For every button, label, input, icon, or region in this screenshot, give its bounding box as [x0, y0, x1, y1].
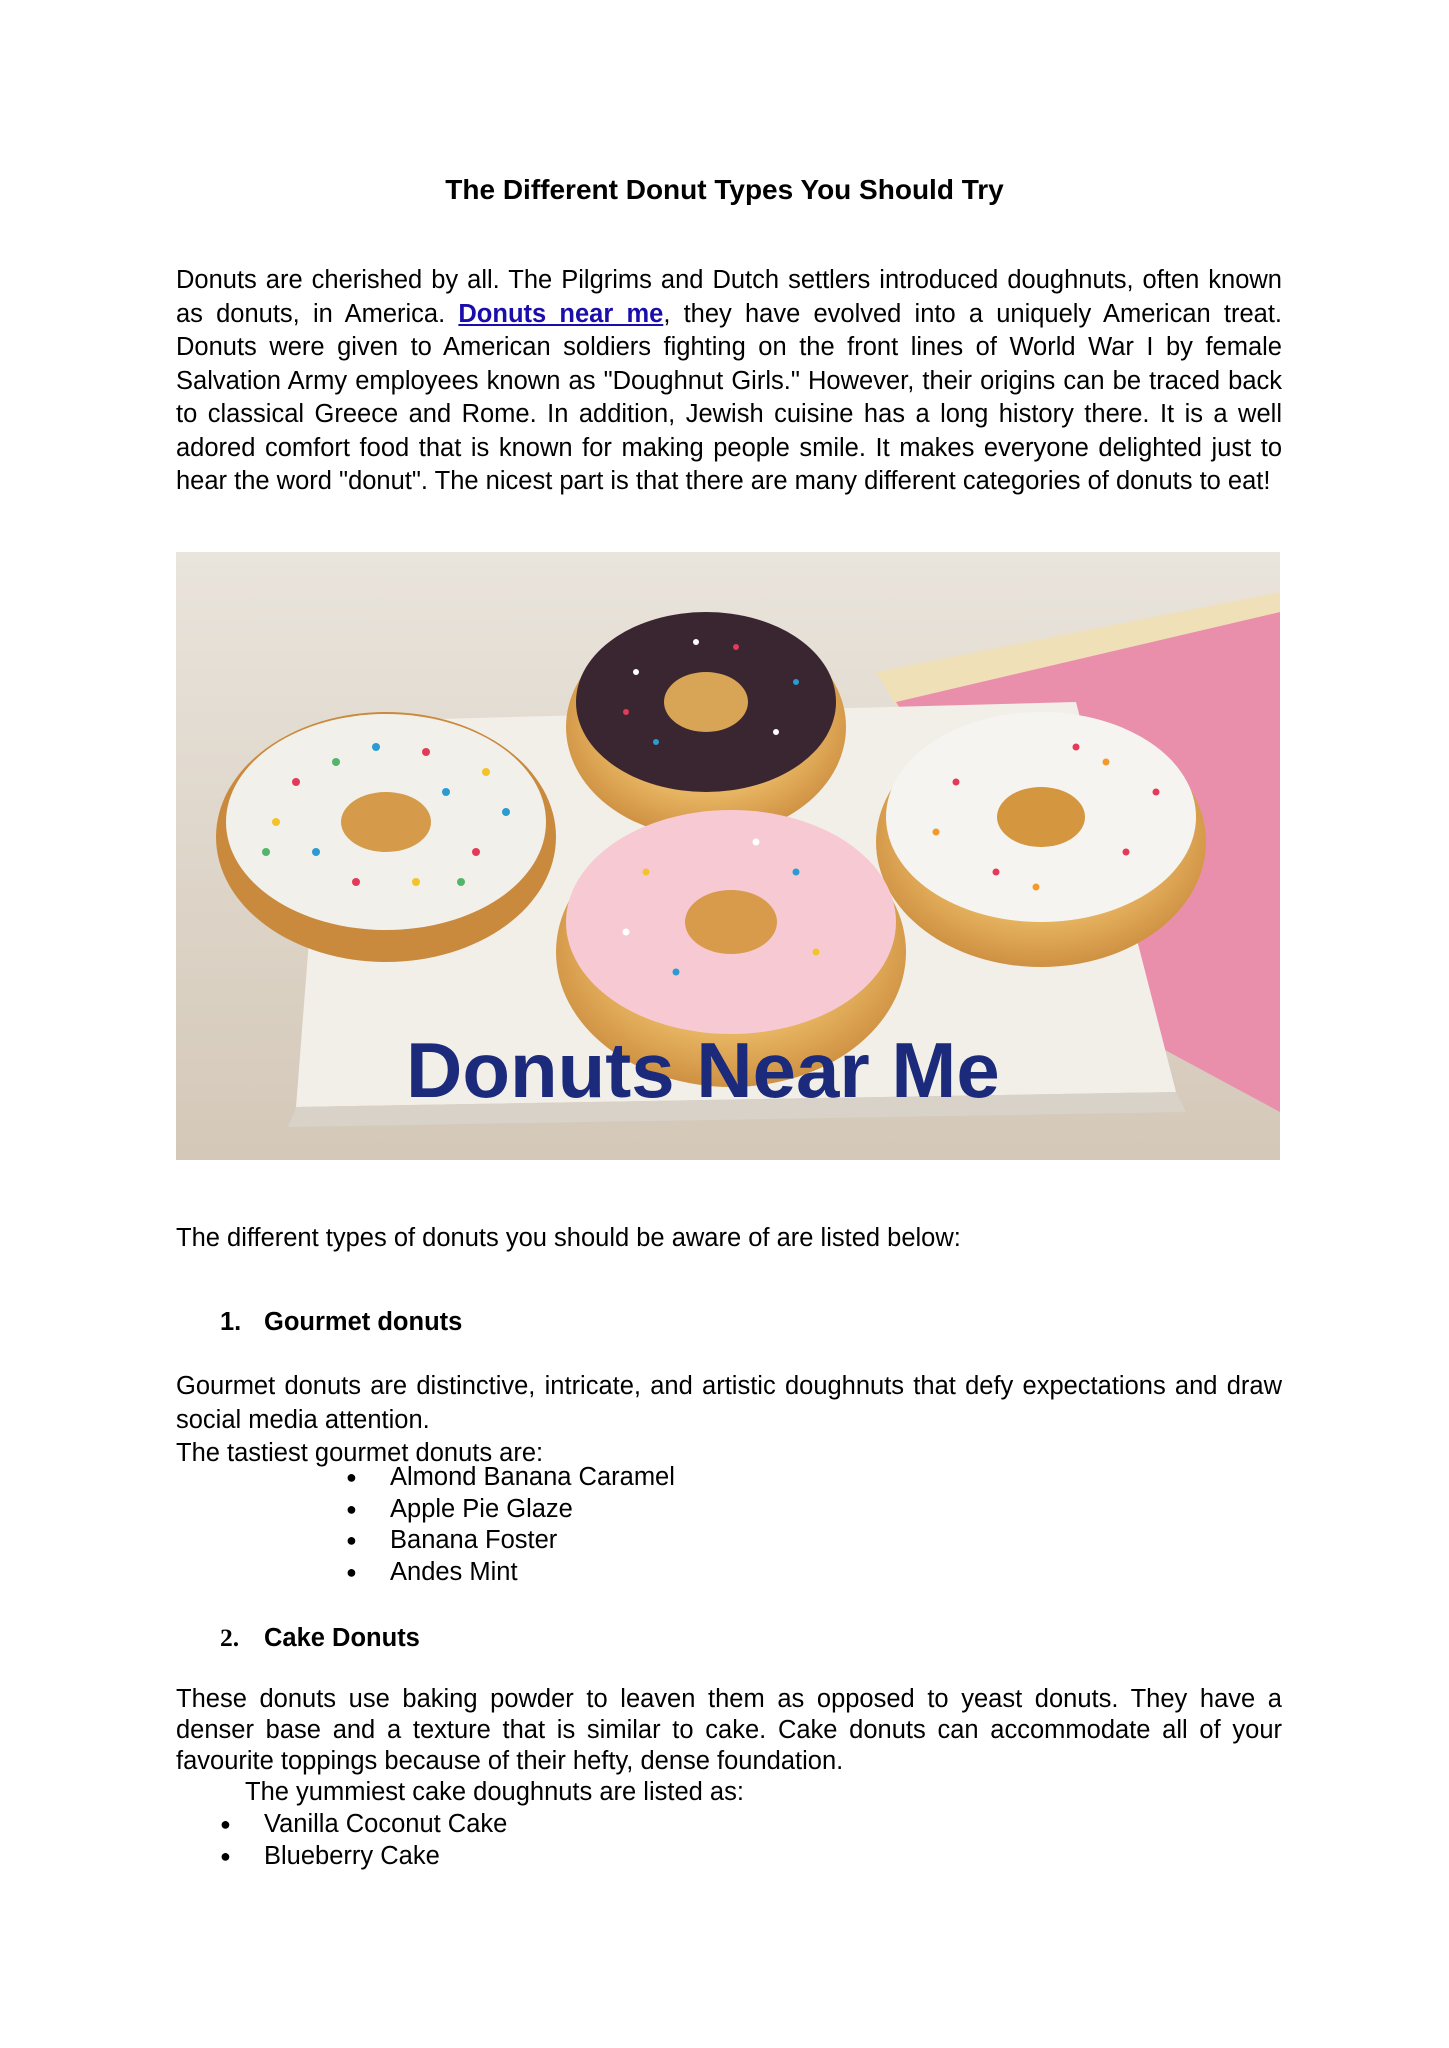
page-title: The Different Donut Types You Should Try [445, 174, 1004, 205]
cake-description: These donuts use baking powder to leaven them as opposed to yeast donuts. They have a denser base and a texture that is similar to cake. Cake donuts can accommodate all of your favourite toppings because of their hefty, dense foundation. [176, 1685, 1282, 1775]
gourmet-description-text: Gourmet donuts are distinctive, intricate, and artistic doughnuts that defy expectations and draw social media attention. [176, 1372, 1282, 1434]
section-number: 1. [220, 1308, 242, 1336]
list-item: ● Andes Mint [346, 1557, 675, 1589]
section-heading-cake [220, 1623, 420, 1653]
donuts-near-me-link[interactable]: Donuts near me [458, 299, 664, 328]
donuts-photo [176, 552, 1280, 1160]
section-title: Cake Donuts [264, 1624, 420, 1652]
intro-paragraph [176, 264, 1282, 499]
cake-list-label: The yummiest cake doughnuts are listed as: [245, 1778, 744, 1806]
image-overlay-text: Donuts Near Me [406, 1026, 1000, 1114]
gourmet-donut-list [346, 1462, 675, 1588]
chocolate-donut [566, 612, 846, 837]
list-item: ● Almond Banana Caramel [346, 1462, 675, 1494]
intro-text-start: Donuts are cherished by all. The Pilgrims and Dutch settlers introduced doughnuts, often known as donuts, in America. [176, 266, 1282, 328]
section-heading-gourmet [220, 1308, 462, 1337]
list-item: ● Vanilla Coconut Cake [220, 1809, 507, 1841]
section-number: 2. [220, 1623, 240, 1652]
list-intro: The different types of donuts you should be aware of are listed below: [176, 1224, 961, 1252]
list-item: ● Apple Pie Glaze [346, 1494, 675, 1526]
gourmet-list-label: The tastiest gourmet donuts are: [176, 1439, 544, 1467]
sprinkle-donut [216, 712, 556, 962]
list-item: ● Blueberry Cake [220, 1841, 507, 1873]
list-item: ● Banana Foster [346, 1525, 675, 1557]
section-title: Gourmet donuts [264, 1308, 463, 1336]
gourmet-description [176, 1370, 1282, 1471]
cake-donut-list [220, 1809, 507, 1872]
intro-text-end: , they have evolved into a uniquely American treat. Donuts were given to American soldiers fighting on the front lines of World War I by female Salvation Army employees known as "Doughnut Girls." However, their origins can be traced back to classical Greece and Rome. In addition, Jewish cuisine has a long history there. It is a well adored comfort food that is known for making people smile. It makes everyone delighted just to hear the word "donut". The nicest part is that there are many different categories of donuts to eat! [176, 299, 1282, 495]
white-sprinkle-donut [876, 712, 1206, 967]
